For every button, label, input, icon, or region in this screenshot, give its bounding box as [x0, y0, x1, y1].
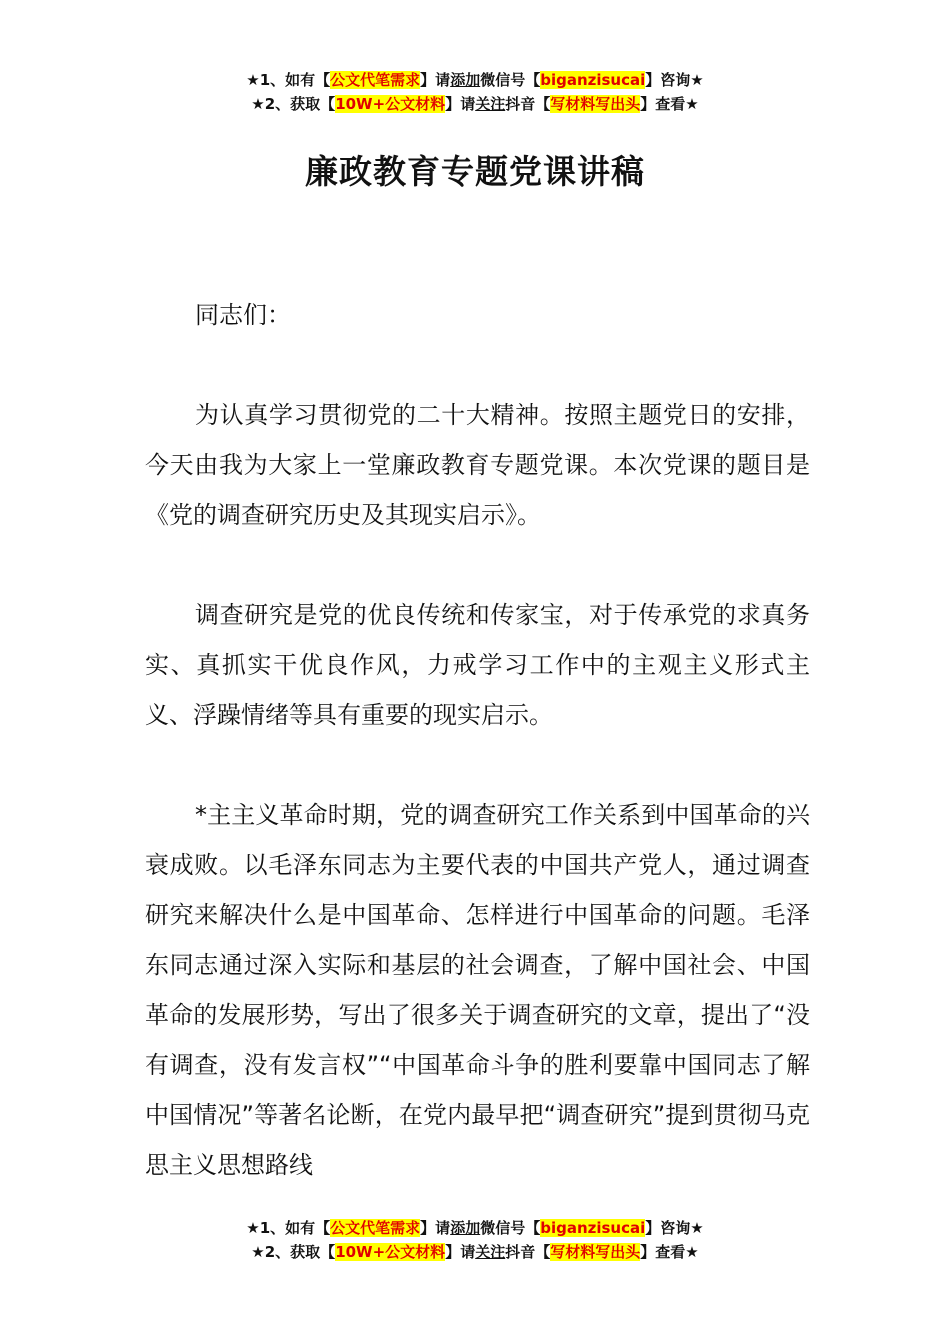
- paragraph: *主主义革命时期，党的调查研究工作关系到中国革命的兴衰成败。以毛泽东同志为主要代表的中国共产党人，通过调查研究来解决什么是中国革命、怎样进行中国革命的问题。毛泽东同志通过深入实际和基层的社会调查，了解中国社会、中国革命的发展形势，写出了很多关于调查研究的文章，提出了“没有调查，没有发言权”“中国革命斗争的胜利要靠中国同志了解中国情况”等著名论断，在党内最早把“调查研究”提到贯彻马克思主义思想路线: [145, 801, 810, 1179]
- banner-text: 】查看★: [640, 1243, 699, 1261]
- footer-banner: [0, 1216, 950, 1264]
- banner-text: 抖音【: [505, 1243, 551, 1261]
- paragraph: 为认真学习贯彻党的二十大精神。按照主题党日的安排，今天由我为大家上一堂廉政教育专题党课。本次党课的题目是《党的调查研究历史及其现实启示》。: [145, 401, 810, 529]
- banner-text: 】请: [420, 1219, 451, 1237]
- banner-text: 微信号【: [480, 71, 541, 89]
- banner-underlined-text: 添加: [450, 1219, 481, 1237]
- banner-highlight: 公文代笔需求: [330, 1219, 421, 1237]
- banner-text: ★2、获取【: [251, 95, 336, 113]
- banner-highlight: 10W+公文材料: [335, 95, 446, 113]
- banner-highlight: biganzisucai: [540, 71, 646, 89]
- banner-highlight: 写材料写出头: [550, 1243, 641, 1261]
- header-banner: [0, 68, 950, 116]
- banner-text: 】咨询★: [645, 1219, 704, 1237]
- banner-line-1: [0, 1216, 950, 1240]
- banner-underlined-text: 关注: [475, 1243, 506, 1261]
- paragraph: 调查研究是党的优良传统和传家宝，对于传承党的求真务实、真抓实干优良作风，力戒学习工作中的主观主义形式主义、浮躁情绪等具有重要的现实启示。: [145, 601, 810, 729]
- banner-highlight: 写材料写出头: [550, 95, 641, 113]
- banner-text: ★2、获取【: [251, 1243, 336, 1261]
- banner-text: 微信号【: [480, 1219, 541, 1237]
- banner-line-2: [0, 92, 950, 116]
- banner-line-1: [0, 68, 950, 92]
- banner-highlight: 公文代笔需求: [330, 71, 421, 89]
- banner-text: 】请: [445, 1243, 476, 1261]
- salutation: 同志们：: [195, 301, 291, 329]
- document-title: 廉政教育专题党课讲稿: [305, 152, 645, 191]
- banner-text: 】请: [445, 95, 476, 113]
- banner-text: ★1、如有【: [246, 71, 331, 89]
- document-body: [145, 290, 810, 1190]
- banner-text: 抖音【: [505, 95, 551, 113]
- banner-text: ★1、如有【: [246, 1219, 331, 1237]
- banner-text: 】查看★: [640, 95, 699, 113]
- banner-text: 】请: [420, 71, 451, 89]
- banner-highlight: biganzisucai: [540, 1219, 646, 1237]
- banner-line-2: [0, 1240, 950, 1264]
- banner-highlight: 10W+公文材料: [335, 1243, 446, 1261]
- banner-underlined-text: 添加: [450, 71, 481, 89]
- banner-text: 】咨询★: [645, 71, 704, 89]
- banner-underlined-text: 关注: [475, 95, 506, 113]
